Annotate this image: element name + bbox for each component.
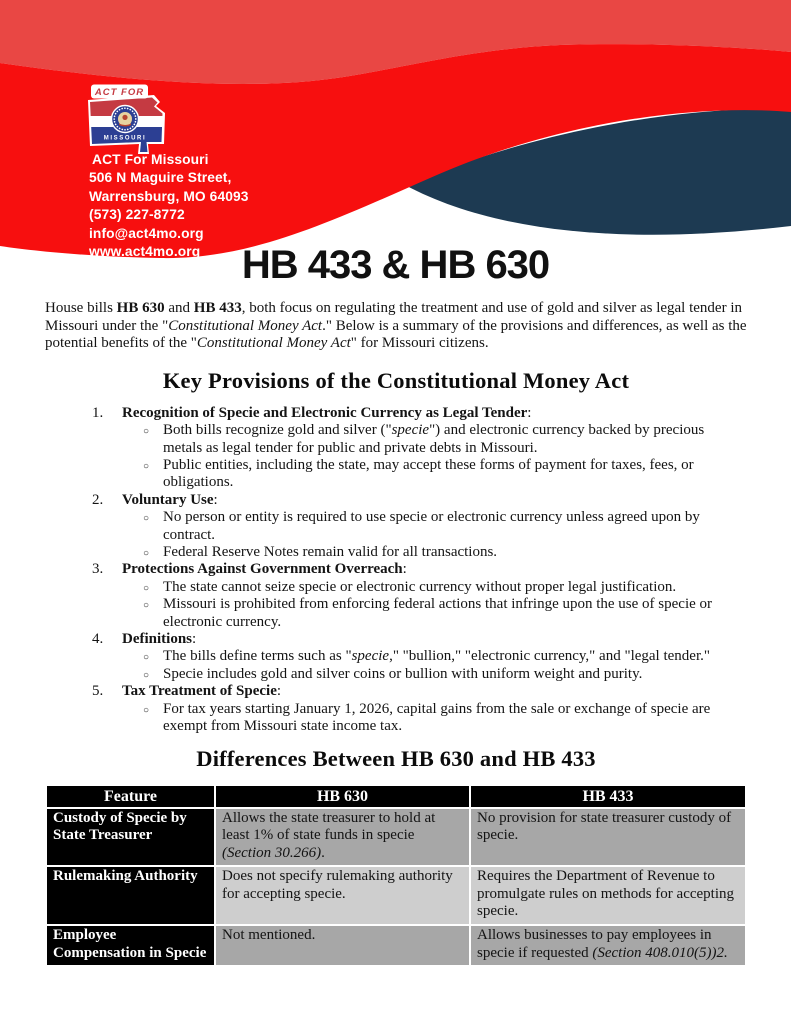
circle-bullet-icon: ○ xyxy=(143,513,150,525)
differences-table xyxy=(45,784,747,968)
sub-bullet xyxy=(88,666,747,683)
contact-email: info@act4mo.org xyxy=(89,225,204,241)
list-item-heading: Definitions: xyxy=(122,631,197,648)
page-title: HB 433 & HB 630 xyxy=(241,243,550,287)
sub-bullet xyxy=(88,579,747,596)
table-row xyxy=(46,866,746,925)
sub-bullet xyxy=(88,422,747,457)
list-number: 5. xyxy=(92,683,104,700)
hb630-cell: Does not specify rulemaking authority for accepting specie. xyxy=(215,866,470,925)
sub-bullet-text: The state cannot seize specie or electronic currency without proper legal justification. xyxy=(163,578,677,595)
hb630-cell: Allows the state treasurer to hold at least 1% of state funds in specie (Section 30.266). xyxy=(215,808,470,867)
list-number: 2. xyxy=(92,491,104,508)
circle-bullet-icon: ○ xyxy=(143,426,150,438)
circle-bullet-icon: ○ xyxy=(143,704,150,716)
list-number: 4. xyxy=(92,631,104,648)
list-item-4 xyxy=(88,631,747,683)
logo-missouri-label: MISSOURI xyxy=(103,135,147,142)
sub-bullet-text: The bills define terms such as "specie," "bullion," "electronic currency," and "legal tender." xyxy=(163,648,711,665)
feature-cell: Employee Compensation in Specie xyxy=(46,925,215,966)
list-item-heading: Recognition of Specie and Electronic Currency as Legal Tender: xyxy=(122,404,532,421)
logo-act-for-label: ACT FOR xyxy=(94,87,145,98)
intro-paragraph: House bills HB 630 and HB 433, both focus on regulating the treatment and use of gold and silver as legal tender in Missouri under the "Constitutional Money Act." Below is a summary of the provisions and differences, as well as the potential benefits of the "Constitutional Money Act" for Missouri citizens. xyxy=(45,300,747,352)
sub-bullet xyxy=(88,648,747,665)
hb433-cell: Requires the Department of Revenue to promulgate rules on methods for accepting specie. xyxy=(470,866,746,925)
contact-website: www.act4mo.org xyxy=(89,244,201,260)
list-number: 1. xyxy=(92,404,104,421)
contact-city: Warrensburg, MO 64093 xyxy=(89,188,249,204)
circle-bullet-icon: ○ xyxy=(143,461,150,472)
list-item-1 xyxy=(88,405,747,492)
sub-bullet xyxy=(88,701,747,736)
circle-bullet-icon: ○ xyxy=(143,548,150,560)
provisions-list xyxy=(88,405,747,736)
circle-bullet-icon: ○ xyxy=(143,582,150,594)
table-row xyxy=(46,925,746,966)
circle-bullet-icon: ○ xyxy=(143,669,150,681)
contact-phone: (573) 227-8772 xyxy=(89,207,185,223)
list-item-3 xyxy=(88,561,747,631)
list-item-heading: Voluntary Use: xyxy=(122,491,218,508)
sub-bullet xyxy=(88,457,747,492)
sub-bullet-text: For tax years starting January 1, 2026, capital gains from the sale or exchange of specie are exempt from Missouri state income tax. xyxy=(163,700,711,735)
contact-org-name: ACT For Missouri xyxy=(92,152,209,167)
sub-bullet xyxy=(88,596,747,631)
contact-street: 506 N Maguire Street, xyxy=(89,170,232,186)
feature-cell: Rulemaking Authority xyxy=(46,866,215,925)
content-area xyxy=(42,300,750,967)
sub-bullet-text: Public entities, including the state, may accept these forms of payment for taxes, fees, or obligations. xyxy=(163,457,694,491)
col-header-hb630: HB 630 xyxy=(215,785,470,808)
circle-bullet-icon: ○ xyxy=(143,652,150,664)
sub-bullet-text: No person or entity is required to use specie or electronic currency unless agreed upon by contract. xyxy=(163,509,700,543)
circle-bullet-icon: ○ xyxy=(143,600,150,612)
sub-bullet-text: Missouri is prohibited from enforcing federal actions that infringe upon the use of specie or electronic currency. xyxy=(163,596,713,630)
hb433-cell: Allows businesses to pay employees in specie if requested (Section 408.010(5))2. xyxy=(470,925,746,966)
list-item-5 xyxy=(88,683,747,735)
feature-cell: Custody of Specie by State Treasurer xyxy=(46,808,215,867)
list-item-heading: Tax Treatment of Specie: xyxy=(122,683,282,700)
sub-bullet-text: Both bills recognize gold and silver ("specie") and electronic currency backed by precious metals as legal tender for public and private debts in Missouri. xyxy=(163,422,705,456)
hb433-cell: No provision for state treasurer custody of specie. xyxy=(470,808,746,867)
list-item-2 xyxy=(88,492,747,562)
differences-heading: Differences Between HB 630 and HB 433 xyxy=(196,745,596,771)
sub-bullet-text: Federal Reserve Notes remain valid for all transactions. xyxy=(163,544,498,561)
sub-bullet xyxy=(88,509,747,544)
col-header-feature: Feature xyxy=(46,785,215,808)
hb630-cell: Not mentioned. xyxy=(215,925,470,966)
col-header-hb433: HB 433 xyxy=(470,785,746,808)
sub-bullet xyxy=(88,544,747,561)
list-number: 3. xyxy=(92,561,104,578)
sub-bullet-text: Specie includes gold and silver coins or bullion with uniform weight and purity. xyxy=(163,665,643,682)
list-item-heading: Protections Against Government Overreach: xyxy=(122,561,407,578)
key-provisions-heading: Key Provisions of the Constitutional Money Act xyxy=(162,367,630,393)
table-row xyxy=(46,808,746,867)
table-header-row xyxy=(46,785,746,808)
